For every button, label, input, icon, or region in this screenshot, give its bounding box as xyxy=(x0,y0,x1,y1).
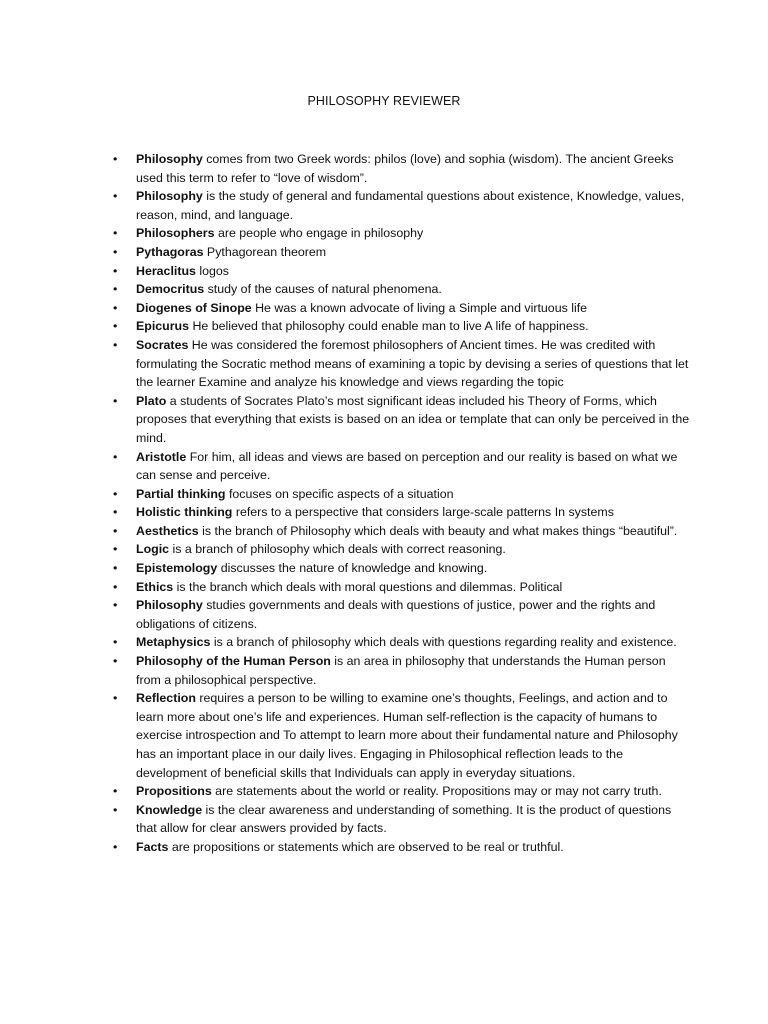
list-item xyxy=(113,578,693,597)
bullet-icon: • xyxy=(113,598,118,613)
item-term: Diogenes of Sinope xyxy=(136,300,252,315)
list-item xyxy=(113,540,693,559)
bullet-icon: • xyxy=(113,244,118,259)
bullet-icon: • xyxy=(113,561,118,576)
bullet-icon: • xyxy=(113,542,118,557)
bullet-icon: • xyxy=(113,784,118,799)
bullet-icon: • xyxy=(113,337,118,352)
bullet-icon: • xyxy=(113,282,118,297)
bullet-icon: • xyxy=(113,152,118,166)
list-item xyxy=(113,317,693,336)
list-item xyxy=(113,392,693,448)
list-item xyxy=(113,485,693,504)
item-text: study of the causes of natural phenomena. xyxy=(204,282,442,297)
item-term: Epistemology xyxy=(136,561,218,576)
item-text: studies governments and deals with questions of justice, power and the rights and obligations of citizens. xyxy=(136,598,656,631)
item-text: is a branch of philosophy which deals with questions regarding reality and existence. xyxy=(210,635,677,650)
list-item xyxy=(113,503,693,522)
item-term: Holistic thinking xyxy=(136,505,233,520)
item-text: is the clear awareness and understanding of something. It is the product of questions that allow for clear answers provided by facts. xyxy=(136,802,672,836)
bullet-icon: • xyxy=(113,579,118,594)
item-text: He was a known advocate of living a Simple and virtuous life xyxy=(251,300,588,315)
list-item xyxy=(113,596,693,633)
bullet-icon: • xyxy=(113,654,118,669)
list-item xyxy=(113,689,693,782)
item-term: Philosophy of the Human Person xyxy=(136,654,331,669)
list-item xyxy=(113,559,693,578)
item-text: is the study of general and fundamental questions about existence, Knowledge, values, reason, mind, and language. xyxy=(136,189,685,222)
list-item xyxy=(113,224,693,243)
document-title: PHILOSOPHY REVIEWER xyxy=(307,94,461,108)
list-item xyxy=(113,187,693,224)
item-text: are statements about the world or reality. Propositions may or may not carry truth. xyxy=(211,784,662,799)
item-text: Pythagorean theorem xyxy=(203,244,327,259)
item-text: a students of Socrates Plato’s most significant ideas included his Theory of Forms, which proposes that everything that exists is based on an idea or template that can only be perceived in the mind. xyxy=(136,393,690,445)
list-item xyxy=(113,280,693,299)
item-term: Reflection xyxy=(136,691,196,706)
item-term: Philosophy xyxy=(136,152,203,166)
list-item xyxy=(113,633,693,652)
item-text: comes from two Greek words: philos (love) and sophia (wisdom). The ancient Greeks used this term to refer to “love of wisdom”. xyxy=(136,152,674,185)
bullet-icon: • xyxy=(113,523,118,538)
item-text: is an area in philosophy that understands the Human person from a philosophical perspective. xyxy=(136,654,666,687)
list-item xyxy=(113,336,693,392)
bullet-icon: • xyxy=(113,691,118,706)
list-item xyxy=(113,150,693,187)
item-term: Pythagoras xyxy=(136,244,204,259)
list-item xyxy=(113,522,693,541)
item-text: focuses on specific aspects of a situation xyxy=(225,486,454,501)
bullet-icon: • xyxy=(113,300,118,315)
item-text: is a branch of philosophy which deals with correct reasoning. xyxy=(169,542,506,557)
item-text: He was considered the foremost philosophers of Ancient times. He was credited with formulating the Socratic method means of examining a topic by devising a series of questions that let the learner Examine and analyze his knowledge and views regarding the topic xyxy=(136,337,689,390)
item-text: requires a person to be willing to examine one’s thoughts, Feelings, and action and to learn more about one’s life and experiences. Human self-reflection is the capacity of humans to exercise introspection and To attempt to learn more about their fundamental nature and Philosophy has an important place in our daily lives. Engaging in Philosophical reflection leads to the development of beneficial skills that Individuals can apply in everyday situations. xyxy=(136,691,678,780)
bullet-icon: • xyxy=(113,486,118,501)
list-item xyxy=(113,299,693,318)
item-term: Philosophers xyxy=(136,226,215,241)
item-term: Partial thinking xyxy=(136,486,226,501)
item-text: are people who engage in philosophy xyxy=(214,226,424,241)
item-term: Heraclitus xyxy=(136,263,196,278)
item-term: Aristotle xyxy=(136,449,187,464)
item-term: Propositions xyxy=(136,784,212,799)
item-term: Logic xyxy=(136,542,170,557)
item-text: are propositions or statements which are observed to be real or truthful. xyxy=(168,839,564,854)
item-text: For him, all ideas and views are based on perception and our reality is based on what we can sense and perceive. xyxy=(136,449,678,483)
item-term: Socrates xyxy=(136,337,189,352)
item-term: Epicurus xyxy=(136,319,190,334)
item-text: refers to a perspective that considers large-scale patterns In systems xyxy=(232,505,614,520)
list-item xyxy=(113,782,693,801)
item-term: Philosophy xyxy=(136,189,203,204)
list-item xyxy=(113,801,693,838)
item-term: Philosophy xyxy=(136,598,203,613)
bullet-list xyxy=(113,150,693,857)
item-text: discusses the nature of knowledge and knowing. xyxy=(217,561,488,576)
bullet-icon: • xyxy=(113,393,118,408)
item-term: Democritus xyxy=(136,282,205,297)
item-term: Metaphysics xyxy=(136,635,211,650)
bullet-icon: • xyxy=(113,189,118,204)
item-term: Facts xyxy=(136,839,169,854)
bullet-icon: • xyxy=(113,449,118,464)
list-item xyxy=(113,243,693,262)
item-text: He believed that philosophy could enable man to live A life of happiness. xyxy=(189,319,589,334)
item-term: Knowledge xyxy=(136,802,203,817)
item-text: is the branch which deals with moral questions and dilemmas. Political xyxy=(173,579,563,594)
bullet-icon: • xyxy=(113,635,118,650)
bullet-icon: • xyxy=(113,505,118,520)
bullet-icon: • xyxy=(113,319,118,334)
item-term: Ethics xyxy=(136,579,174,594)
bullet-icon: • xyxy=(113,263,118,278)
list-item xyxy=(113,262,693,281)
item-text: is the branch of Philosophy which deals with beauty and what makes things “beautiful”. xyxy=(198,523,678,538)
item-text: logos xyxy=(195,263,229,278)
list-item xyxy=(113,448,693,485)
bullet-icon: • xyxy=(113,802,118,817)
list-item xyxy=(113,838,693,857)
bullet-icon: • xyxy=(113,839,118,854)
item-term: Plato xyxy=(136,393,167,408)
bullet-icon: • xyxy=(113,226,118,241)
item-term: Aesthetics xyxy=(136,523,199,538)
list-item xyxy=(113,652,693,689)
